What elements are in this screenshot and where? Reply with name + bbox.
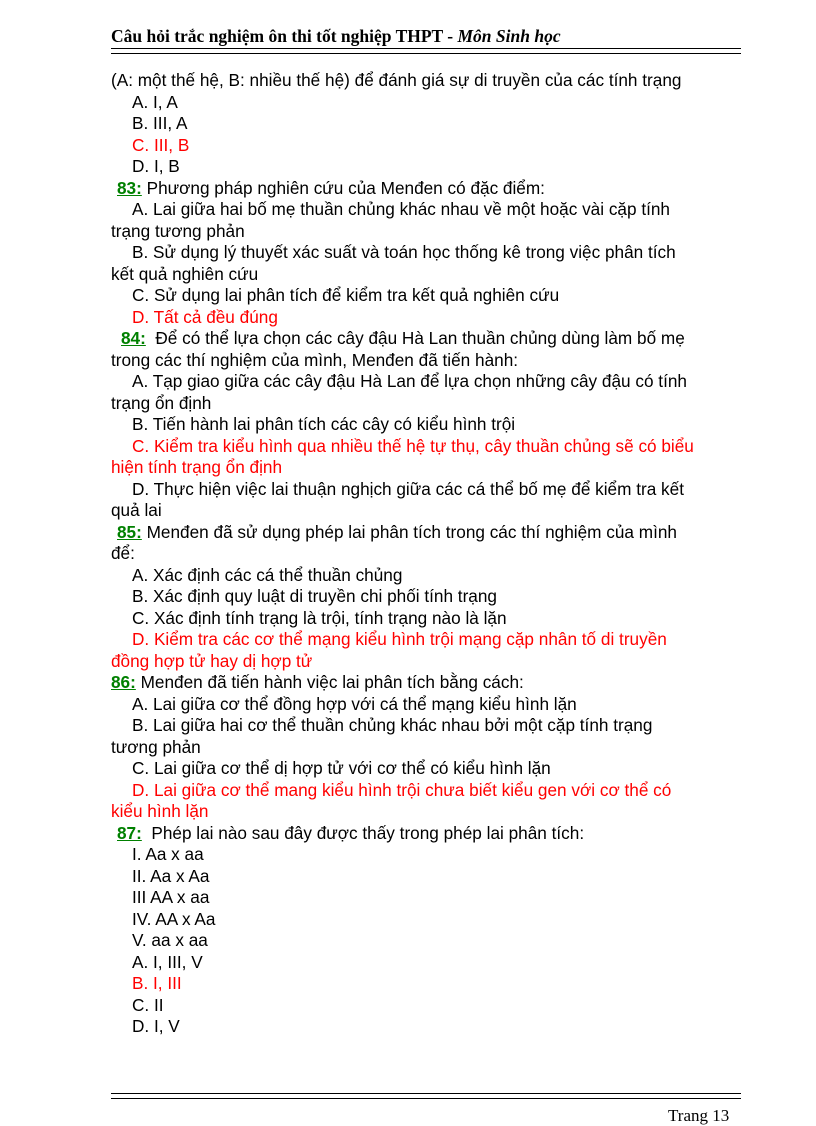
text-line <box>111 307 771 329</box>
page-header <box>111 26 741 47</box>
line-text: IV. AA x Aa <box>132 908 216 929</box>
line-text: A. I, III, V <box>132 951 203 972</box>
text-line <box>111 457 771 479</box>
text-line <box>111 586 771 608</box>
question-line <box>111 672 771 694</box>
text-line <box>111 952 771 974</box>
question-line <box>111 522 771 544</box>
line-text: D. Lai giữa cơ thể mang kiểu hình trội chưa biết kiểu gen với cơ thể có <box>132 779 672 800</box>
line-text: A. I, A <box>132 91 178 112</box>
text-line <box>111 221 771 243</box>
line-text: B. I, III <box>132 973 182 993</box>
line-text: C. Kiểm tra kiểu hình qua nhiều thế hệ tự thụ, cây thuần chủng sẽ có biểu <box>132 435 694 456</box>
text-line <box>111 887 771 909</box>
line-text: D. I, B <box>132 156 180 176</box>
line-text: B. Sử dụng lý thuyết xác suất và toán học thống kê trong việc phân tích <box>132 242 676 262</box>
line-text: B. Xác định quy luật di truyền chi phối tính trạng <box>132 586 497 606</box>
text-line <box>111 780 771 802</box>
line-text: Menđen đã sử dụng phép lai phân tích trong các thí nghiệm của mình <box>141 521 677 542</box>
line-text: đồng hợp tử hay dị hợp tử <box>111 650 313 671</box>
text-line <box>111 930 771 952</box>
line-text: B. III, A <box>132 113 188 133</box>
line-text: hiện tính trạng ổn định <box>111 457 283 477</box>
line-text: B. Lai giữa hai cơ thể thuần chủng khác nhau bởi một cặp tính trạng <box>132 715 653 735</box>
question-number: 87: <box>117 822 142 843</box>
line-text: A. Xác định các cá thể thuần chủng <box>132 564 403 585</box>
text-line <box>111 500 771 522</box>
page-number: Trang 13 <box>668 1106 730 1125</box>
line-text: C. Lai giữa cơ thể dị hợp tử với cơ thể có kiểu hình lặn <box>132 758 551 778</box>
text-line <box>111 543 771 565</box>
text-line <box>111 113 771 135</box>
text-line <box>111 436 771 458</box>
text-line <box>111 866 771 888</box>
line-text: trạng tương phản <box>111 220 245 241</box>
line-text: Menđen đã tiến hành việc lai phân tích bằng cách: <box>135 672 524 692</box>
text-line <box>111 629 771 651</box>
line-text: C. III, B <box>132 134 190 155</box>
text-line <box>111 801 771 823</box>
text-line <box>111 242 771 264</box>
line-text: Phương pháp nghiên cứu của Menđen có đặc điểm: <box>141 177 545 198</box>
text-line <box>111 92 771 114</box>
text-line <box>111 694 771 716</box>
line-text: quả lai <box>111 500 162 520</box>
line-text: C. Xác định tính trạng là trội, tính trạng nào là lặn <box>132 607 507 628</box>
text-line <box>111 844 771 866</box>
question-number: 86: <box>111 672 136 692</box>
text-line <box>111 565 771 587</box>
text-line <box>111 1016 771 1038</box>
line-text: B. Tiến hành lai phân tích các cây có kiểu hình trội <box>132 414 516 434</box>
line-text: để: <box>111 543 135 563</box>
line-text: C. Sử dụng lai phân tích để kiểm tra kết quả nghiên cứu <box>132 285 560 305</box>
text-line <box>111 414 771 436</box>
line-text: kiểu hình lặn <box>111 801 209 821</box>
question-line <box>111 823 771 845</box>
text-line <box>111 135 771 157</box>
text-line <box>111 264 771 286</box>
line-text: A. Tạp giao giữa các cây đậu Hà Lan để lựa chọn những cây đậu có tính <box>132 371 687 391</box>
header-separator: - <box>442 26 458 46</box>
line-text: II. Aa x Aa <box>132 865 210 886</box>
text-line <box>111 758 771 780</box>
document-body <box>111 70 771 1038</box>
text-line <box>111 350 771 372</box>
question-line <box>111 178 771 200</box>
header-title: Câu hỏi trắc nghiệm ôn thi tốt nghiệp THPT <box>111 26 443 46</box>
line-text: D. Tất cả đều đúng <box>132 306 278 327</box>
text-line <box>111 371 771 393</box>
question-line <box>111 328 771 350</box>
line-text: I. Aa x aa <box>132 844 204 864</box>
text-line <box>111 909 771 931</box>
text-line <box>111 70 771 92</box>
text-line <box>111 651 771 673</box>
text-line <box>111 199 771 221</box>
question-number: 83: <box>117 177 142 198</box>
line-text: trạng ổn định <box>111 392 212 413</box>
line-text: kết quả nghiên cứu <box>111 263 259 284</box>
text-line <box>111 715 771 737</box>
line-text: C. II <box>132 994 164 1015</box>
text-line <box>111 737 771 759</box>
text-line <box>111 608 771 630</box>
line-text: V. aa x aa <box>132 930 208 950</box>
line-text: (A: một thế hệ, B: nhiều thế hệ) để đánh giá sự di truyền của các tính trạng <box>111 70 682 90</box>
line-text: A. Lai giữa cơ thể đồng hợp với cá thể mạng kiểu hình lặn <box>132 693 577 714</box>
line-text: Phép lai nào sau đây được thấy trong phép lai phân tích: <box>141 822 585 843</box>
header-title-line <box>111 26 561 46</box>
line-text: trong các thí nghiệm của mình, Menđen đã tiến hành: <box>111 349 519 370</box>
line-text: D. Thực hiện việc lai thuận nghịch giữa các cá thể bố mẹ để kiểm tra kết <box>132 478 684 499</box>
line-text: tương phản <box>111 736 201 757</box>
line-text: D. I, V <box>132 1016 180 1036</box>
line-text: D. Kiểm tra các cơ thể mạng kiểu hình trội mạng cặp nhân tố di truyền <box>132 629 667 649</box>
text-line <box>111 973 771 995</box>
line-text: III AA x aa <box>132 887 210 907</box>
text-line <box>111 285 771 307</box>
text-line <box>111 156 771 178</box>
text-line <box>111 393 771 415</box>
question-number: 85: <box>117 521 142 542</box>
footer-rule <box>111 1093 741 1099</box>
header-rule <box>111 48 741 54</box>
text-line <box>111 479 771 501</box>
question-number: 84: <box>121 328 146 348</box>
line-text: Để có thể lựa chọn các cây đậu Hà Lan thuần chủng dùng làm bố mẹ <box>145 328 685 348</box>
text-line <box>111 995 771 1017</box>
line-text: A. Lai giữa hai bố mẹ thuần chủng khác nhau về một hoặc vài cặp tính <box>132 199 670 219</box>
header-subject: Môn Sinh học <box>457 26 561 46</box>
